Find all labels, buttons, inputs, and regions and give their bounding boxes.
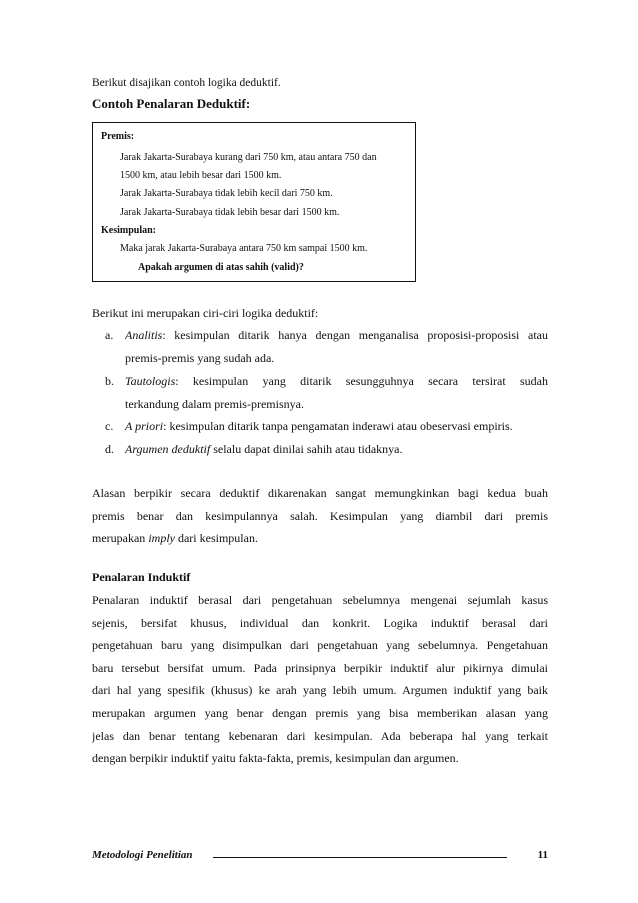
list-item-tautologis <box>105 370 548 415</box>
term: A priori <box>125 419 164 433</box>
text: merupakan <box>92 531 149 546</box>
list-text: selalu dapat dinilai sahih atau tidaknya. <box>210 442 403 456</box>
validity-question: Apakah argumen di atas sahih (valid)? <box>138 262 304 273</box>
list-item-argumen-deduktif <box>105 438 548 461</box>
list-marker: b. <box>105 374 114 388</box>
list-marker: d. <box>105 442 114 456</box>
list-marker: c. <box>105 419 114 433</box>
paragraph-line: dari hal yang spesifik (khusus) ke arah yang lebih umum. Argumen induktif yang baik <box>92 683 548 698</box>
list-line: terkandung dalam premis-premisnya. <box>125 396 304 411</box>
premis-line: Jarak Jakarta-Surabaya tidak lebih kecil dari 750 km. <box>120 188 333 199</box>
list-text: : kesimpulan ditarik hanya dengan menganalisa proposisi-proposisi atau <box>162 328 548 342</box>
list-line <box>125 438 548 461</box>
emphasis-term: imply <box>148 531 175 546</box>
example-box <box>92 122 416 282</box>
paragraph-line: dengan berpikir induktif yaitu fakta-fakta, premis, kesimpulan dan argumen. <box>92 751 459 766</box>
intro-text: Berikut disajikan contoh logika deduktif. <box>92 77 281 89</box>
list-text: : kesimpulan yang ditarik sesungguhnya secara tersirat sudah <box>175 374 548 388</box>
paragraph-line: pengetahuan baru yang disimpulkan dari pengetahuan yang sebelumnya. Pengetahuan <box>92 638 548 653</box>
paragraph-line: Penalaran induktif berasal dari pengetahuan sebelumnya mengenai sejumlah kasus <box>92 593 548 607</box>
paragraph-line <box>92 527 548 550</box>
text: dari kesimpulan. <box>174 531 258 546</box>
list-marker: a. <box>105 328 114 342</box>
footer-title: Metodologi Penelitian <box>92 849 193 861</box>
list-text: : kesimpulan ditarik tanpa pengamatan inderawi atau obeservasi empiris. <box>163 419 513 433</box>
paragraph-line: Alasan berpikir secara deduktif dikarenakan sangat memungkinkan bagi kedua buah <box>92 486 548 500</box>
premis-label: Premis: <box>101 131 135 142</box>
kesimpulan-line: Maka jarak Jakarta-Surabaya antara 750 km sampai 1500 km. <box>120 243 368 254</box>
list-item-a-priori <box>105 415 548 438</box>
ciri-intro: Berikut ini merupakan ciri-ciri logika deduktif: <box>92 306 319 320</box>
paragraph-line: baru tersebut bersifat umum. Pada prinsipnya berpikir induktif alur pikirnya dimulai <box>92 660 548 675</box>
premis-line: Jarak Jakarta-Surabaya kurang dari 750 km, atau antara 750 dan <box>120 152 377 163</box>
page-number: 11 <box>537 849 548 861</box>
footer-divider <box>213 857 507 858</box>
paragraph-line: premis benar dan kesimpulannya salah. Kesimpulan yang diambil dari premis <box>92 508 548 523</box>
list-line <box>125 370 548 393</box>
paragraph-line: sejenis, bersifat khusus, individual dan konkrit. Logika induktif berasal dari <box>92 615 548 630</box>
paragraph-line: jelas dan benar tentang kebenaran dari kesimpulan. Ada beberapa hal yang terkait <box>92 728 548 743</box>
premis-line: Jarak Jakarta-Surabaya tidak lebih besar dari 1500 km. <box>120 207 340 218</box>
term: Analitis <box>125 328 163 342</box>
heading-deduktif: Contoh Penalaran Deduktif: <box>92 96 251 111</box>
document-page <box>92 0 548 903</box>
term: Tautologis <box>125 374 176 388</box>
list-line: premis-premis yang sudah ada. <box>125 350 275 365</box>
term: Argumen deduktif <box>125 442 211 456</box>
alasan-paragraph <box>92 482 548 550</box>
list-line <box>125 415 548 438</box>
premis-line: 1500 km, atau lebih besar dari 1500 km. <box>120 170 282 181</box>
list-line <box>125 324 548 347</box>
heading-induktif: Penalaran Induktif <box>92 570 191 584</box>
list-item-analitis <box>105 324 548 369</box>
kesimpulan-label: Kesimpulan: <box>101 225 157 236</box>
induktif-paragraph <box>92 589 548 770</box>
paragraph-line: merupakan argumen yang benar dengan premis yang bisa memberikan alasan yang <box>92 705 548 720</box>
